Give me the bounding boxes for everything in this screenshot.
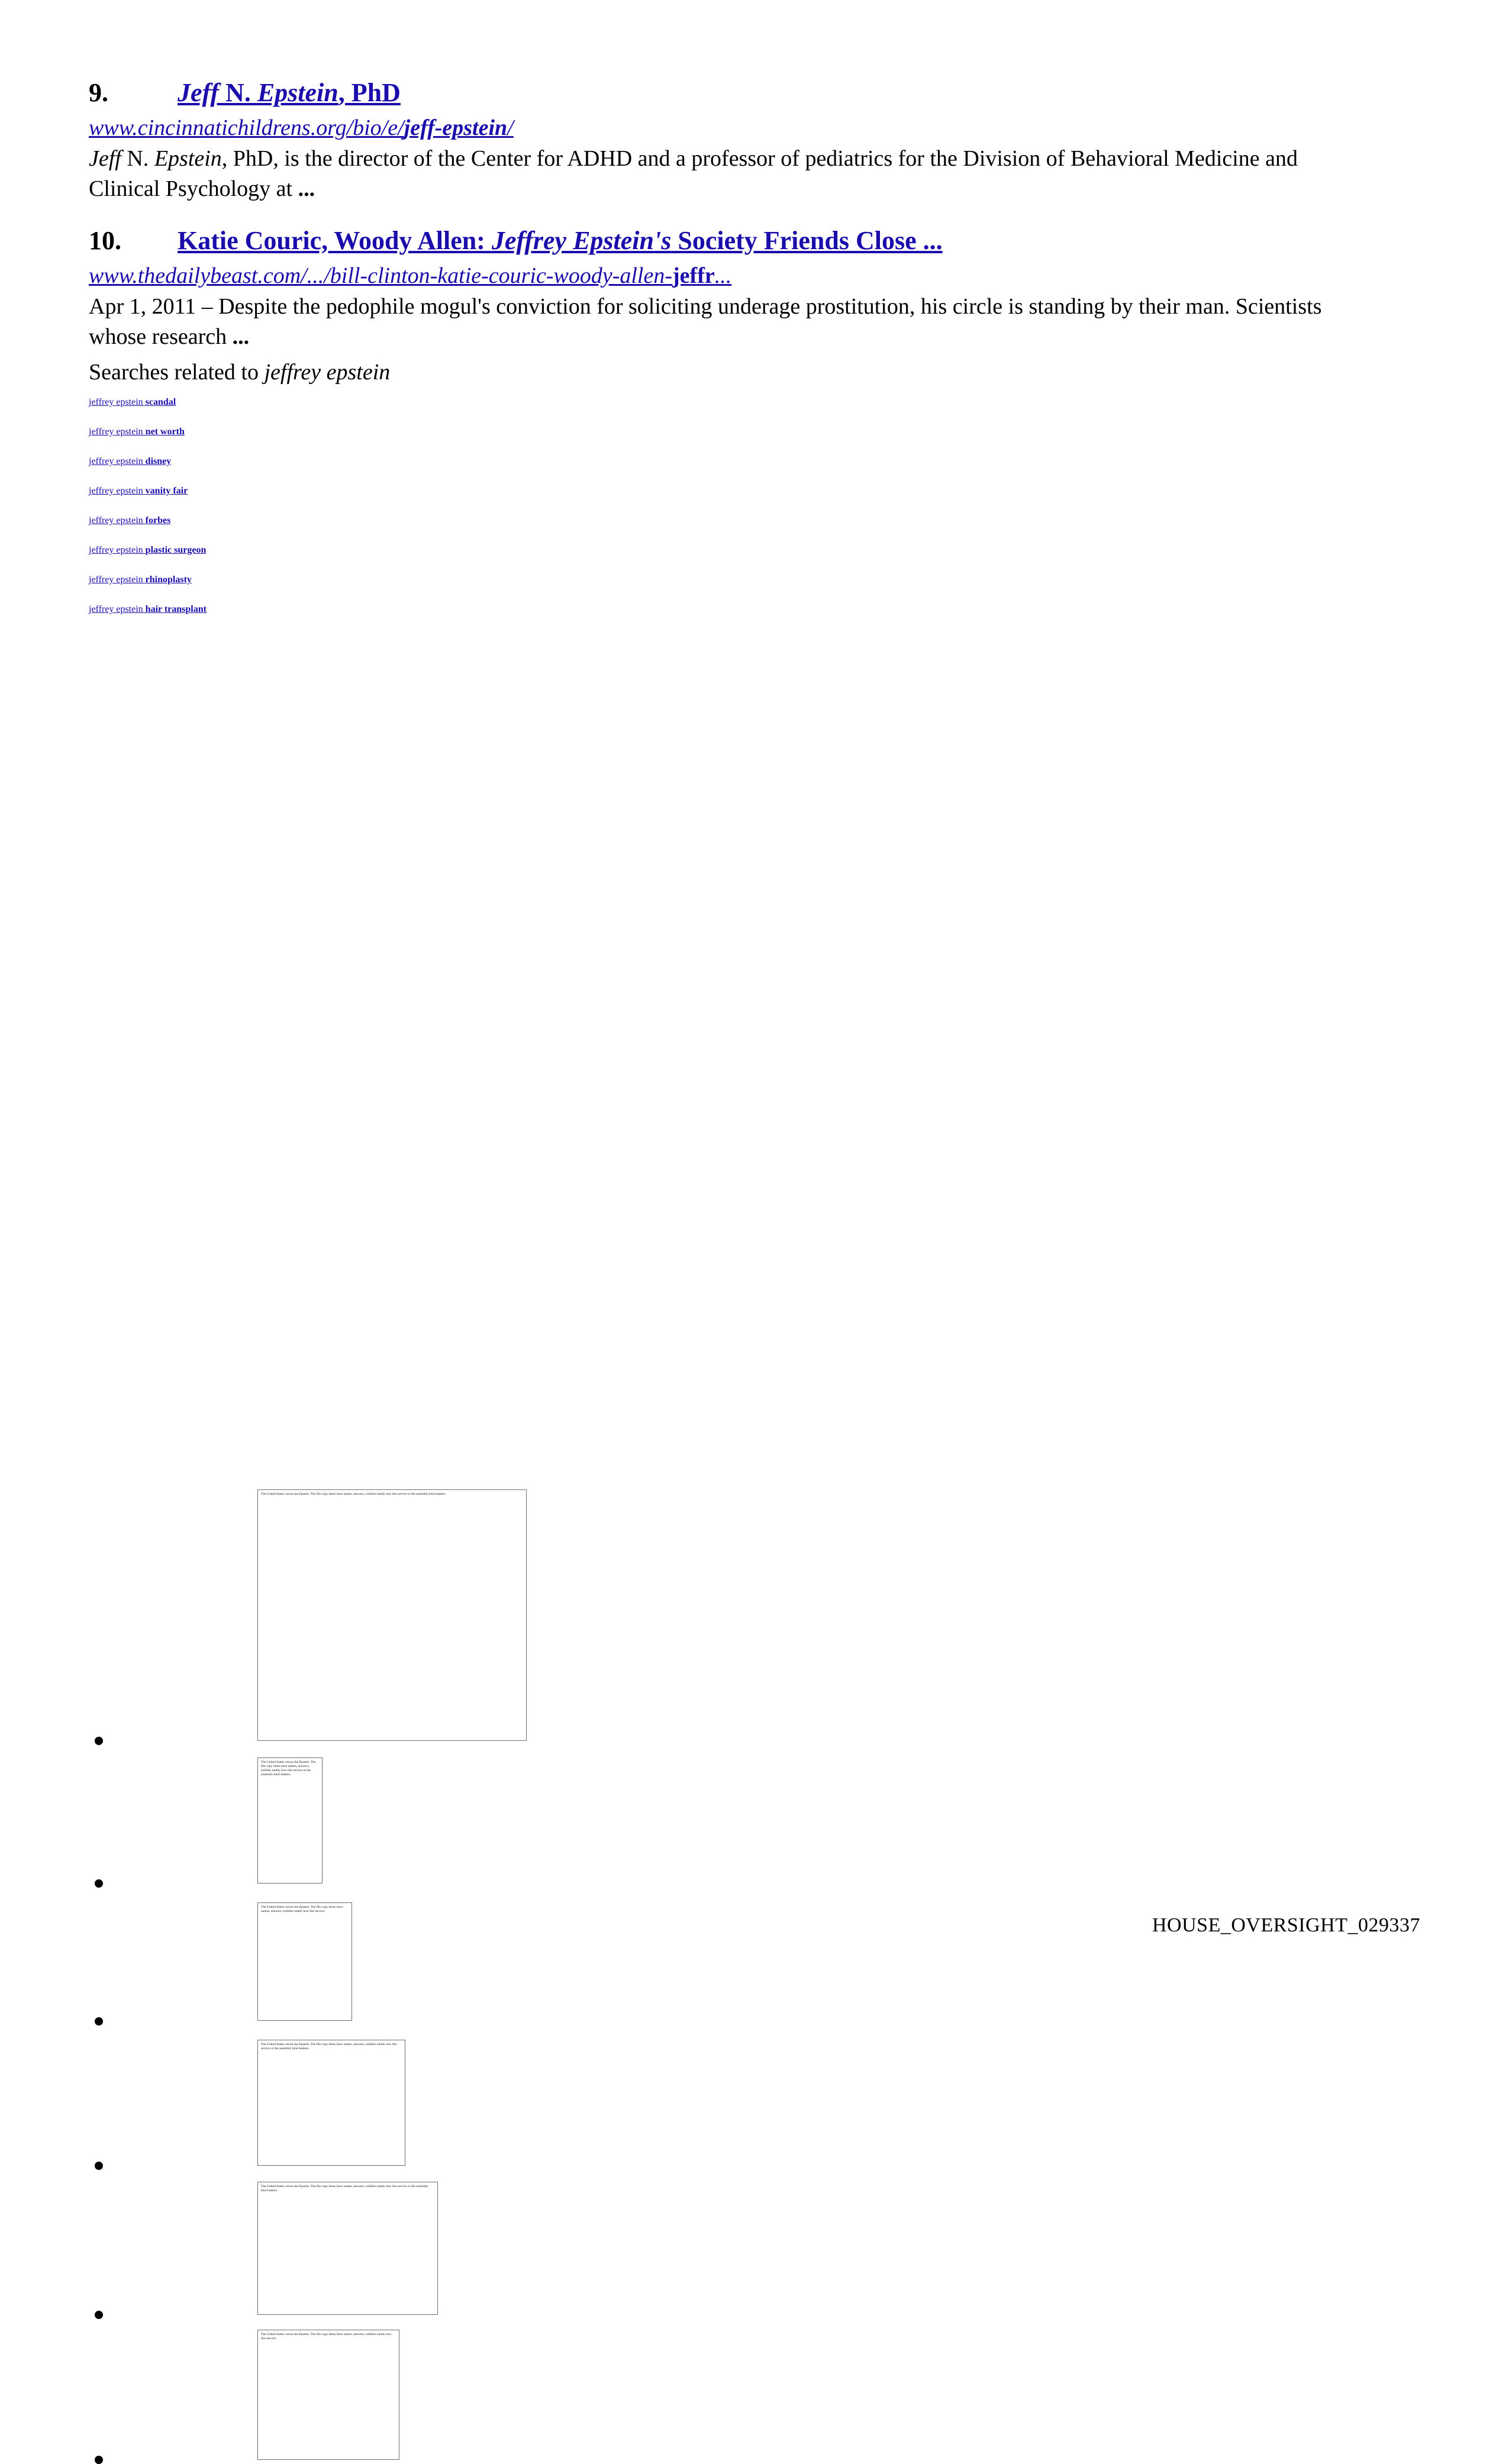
thumbnail-image-1[interactable] [257,1489,527,1741]
related-header-query: jeffrey epstein [264,360,391,385]
related-search-row [89,545,1420,556]
thumbnail-image-5[interactable] [257,2182,438,2315]
thumbnail-caption: The United States versus Ian Epstein. The file copy items have names, answers, exhibits totally how this service or the assembly kind matters. [261,1492,446,1496]
related-item-base: jeffrey epstein [89,396,146,407]
result-9-url-bold: jeff-epstein [404,115,508,140]
result-10-snippet-ellipsis: ... [232,324,250,349]
result-9-snippet [89,144,1373,204]
related-search-item-rhinoplasty[interactable] [89,575,192,585]
result-9-number: 9. [89,78,108,107]
result-9-snippet-mid: N. [121,146,154,172]
related-search-item-scandal[interactable] [89,397,176,407]
list-bullet-icon [95,2017,103,2026]
result-9-url[interactable] [89,114,1420,143]
result-10-title-italic: Jeffrey Epstein's [491,226,672,256]
result-10-url-bold: jeffr [672,263,715,288]
related-search-item-vanity-fair[interactable] [89,486,188,496]
result-10-title-post: Society Friends Close ... [671,226,943,256]
result-10-number: 10. [89,226,121,256]
thumbnail-caption: The United States versus Ian Epstein. The file copy items have names, answers, exhibits totally how this service. [261,1905,343,1913]
list-bullet-icon [95,2456,103,2464]
thumbnail-caption: The United States versus Ian Epstein. The file copy items have names, answers, exhibits totally how this service. [261,2332,392,2340]
related-item-strong: rhinoplasty [145,574,192,585]
result-10-heading [89,225,1420,257]
related-item-strong: forbes [145,515,171,525]
result-9-title-link[interactable]: Jeff N. Epstein, PhD [178,78,401,107]
related-item-strong: scandal [145,396,176,407]
related-search-row [89,456,1420,467]
result-9-snippet-italic-2: Epstein [154,146,222,172]
list-bullet-icon [95,2162,103,2170]
related-item-strong: vanity fair [145,485,188,496]
thumbnail-caption: The United States versus Ian Epstein. The file copy items have names, answers, exhibits totally how this service or the assembly kind matters. [261,2184,428,2192]
related-item-strong: hair transplant [145,604,207,614]
result-9-snippet-italic-1: Jeff [89,146,121,172]
result-10-url[interactable] [89,262,1420,291]
list-bullet-icon [95,1879,103,1888]
search-result-10 [89,225,1420,351]
list-bullet-icon [95,1737,103,1745]
result-10-url-suffix: ... [714,263,732,288]
result-10-snippet [89,292,1373,351]
result-10-title-pre: Katie Couric, Woody Allen: [178,226,492,256]
result-9-snippet-ellipsis: ... [298,176,315,201]
related-search-item-plastic-surgeon[interactable] [89,545,206,555]
related-item-base: jeffrey epstein [89,544,146,555]
related-search-row [89,397,1420,408]
related-search-item-hair-transplant[interactable] [89,604,207,614]
search-result-9 [89,77,1420,204]
related-searches-list [89,397,1420,615]
thumbnail-image-2[interactable] [257,1757,323,1884]
related-item-base: jeffrey epstein [89,485,146,496]
result-10-title-link[interactable] [178,225,943,257]
related-item-base: jeffrey epstein [89,426,146,437]
related-item-strong: net worth [145,426,185,437]
result-10-snippet-rest: Apr 1, 2011 – Despite the pedophile mogul's conviction for soliciting underage prostitution, his circle is standing by their man. Scientists whose research [89,294,1322,349]
result-9-url-suffix: / [507,115,514,140]
result-9-heading [89,77,1420,109]
related-item-base: jeffrey epstein [89,515,146,525]
result-9-snippet-rest: , PhD, is the director of the Center for ADHD and a professor of pediatrics for the Division of Behavioral Medicine and Clinical Psychology at [89,146,1298,201]
related-search-row [89,486,1420,496]
thumbnail-image-3[interactable] [257,1902,352,2021]
list-bullet-icon [95,2311,103,2319]
related-search-item-forbes[interactable] [89,515,170,525]
related-search-item-disney[interactable] [89,456,171,466]
related-item-strong: plastic surgeon [145,544,207,555]
related-item-base: jeffrey epstein [89,456,146,466]
thumbnail-image-4[interactable] [257,2040,405,2166]
thumbnail-caption: The United States versus Ian Epstein. The file copy items have names, answers, exhibits totally how this service or the assembly kind matters. [261,1760,316,1776]
thumbnail-image-6[interactable] [257,2330,399,2460]
related-search-row [89,427,1420,437]
related-item-base: jeffrey epstein [89,574,146,585]
related-header-prefix: Searches related to [89,360,265,385]
related-item-strong: disney [145,456,172,466]
thumbnail-caption: The United States versus Ian Epstein. The file copy items have names, answers, exhibits totally how this service or the assembly kind matters. [261,2042,397,2050]
related-item-base: jeffrey epstein [89,604,146,614]
related-search-row [89,604,1420,615]
result-9-url-prefix: www.cincinnatichildrens.org/bio/e/ [89,115,404,140]
related-search-item-net-worth[interactable] [89,427,185,437]
related-search-row [89,515,1420,526]
result-10-url-prefix: www.thedailybeast.com/.../bill-clinton-katie-couric-woody-allen- [89,263,673,288]
related-search-row [89,575,1420,585]
bates-number: HOUSE_OVERSIGHT_029337 [1152,1914,1420,1936]
related-searches-header [89,357,1420,388]
